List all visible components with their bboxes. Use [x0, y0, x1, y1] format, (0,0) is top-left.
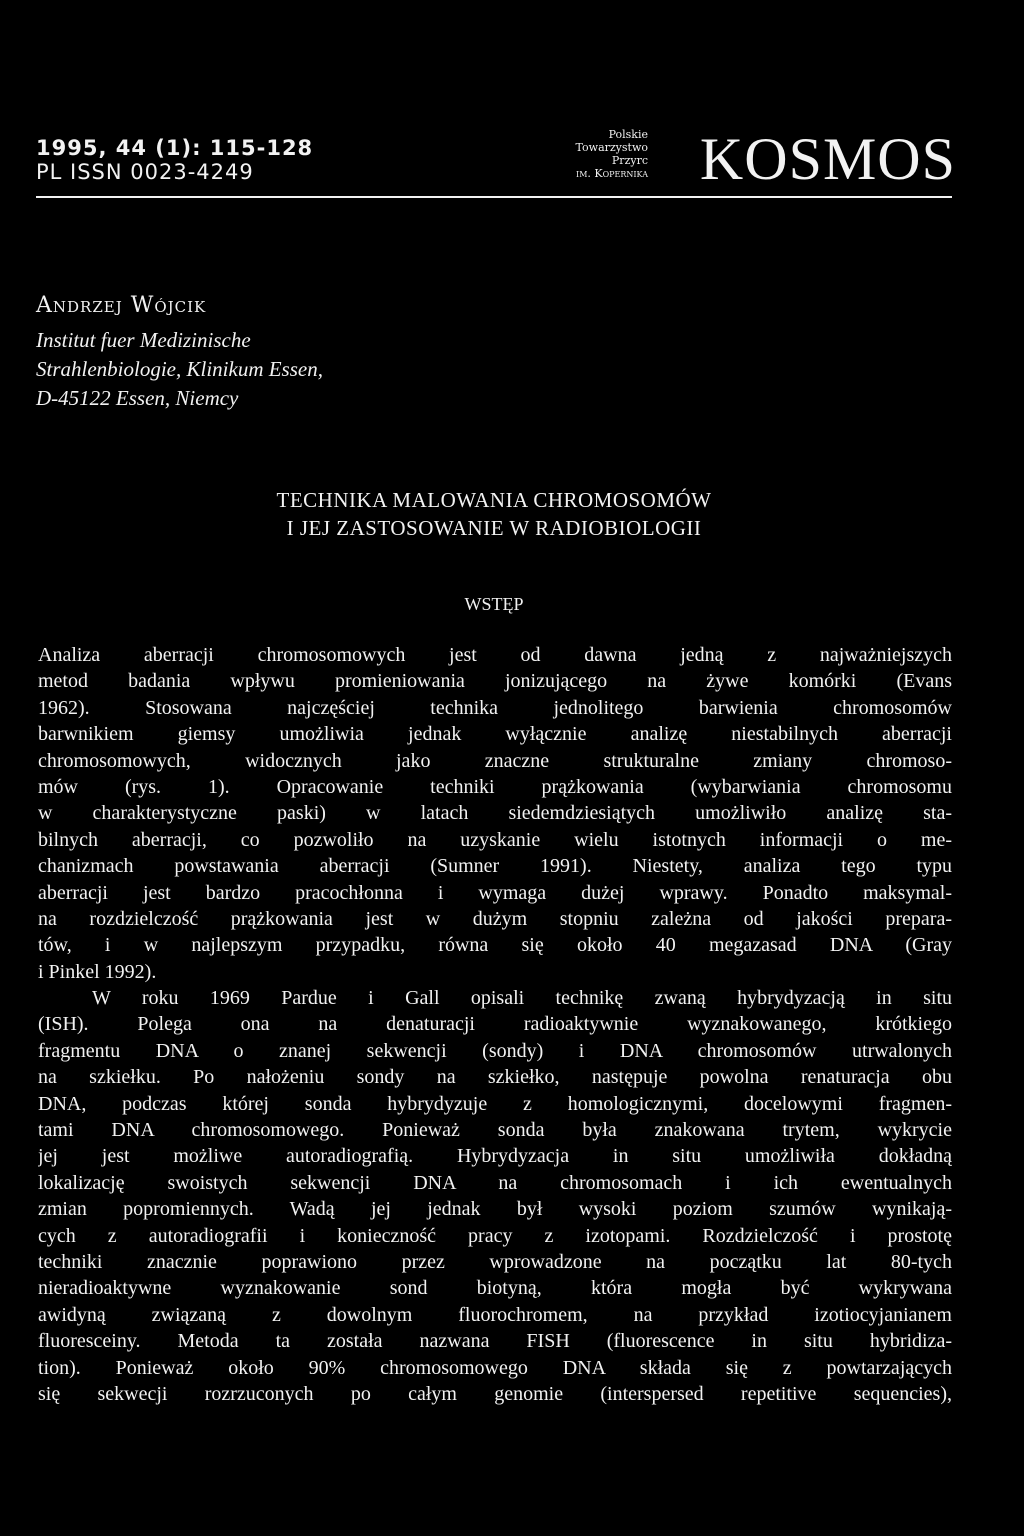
header-rule: [36, 196, 952, 198]
body-line: fluoresceiny. Metoda ta została nazwana FISH (fluorescence in situ hybridiza-: [38, 1330, 952, 1353]
article-title: [36, 486, 952, 542]
body-text: [38, 642, 952, 1407]
body-line: metod badania wpływu promieniowania jonizującego na żywe komórki (Evans: [38, 670, 952, 693]
body-line: 1962). Stosowana najczęściej technika jednolitego barwienia chromosomów: [38, 696, 952, 719]
body-line: W roku 1969 Pardue i Gall opisali technikę zwaną hybrydyzacją in situ: [92, 987, 952, 1010]
affiliation-line: Strahlenbiologie, Klinikum Essen,: [36, 357, 323, 381]
body-line: DNA, podczas której sonda hybrydyzuje z homologicznymi, docelowymi fragmen-: [38, 1092, 952, 1115]
body-line: barwnikiem giemsy umożliwia jednak wyłącznie analizę niestabilnych aberracji: [38, 723, 952, 746]
society-line: Przyrc: [611, 154, 648, 167]
society-line: Polskie: [608, 128, 648, 141]
body-line: bilnych aberracji, co pozwoliło na uzyskanie wielu istotnych informacji o me-: [38, 828, 952, 851]
section-heading: WSTĘP: [464, 594, 524, 614]
citation: [36, 136, 313, 184]
body-line: Analiza aberracji chromosomowych jest od dawna jedną z najważniejszych: [38, 644, 952, 666]
title-line: I JEJ ZASTOSOWANIE W RADIOBIOLOGII: [286, 516, 702, 540]
affiliation-line: Institut fuer Medizinische: [36, 328, 251, 352]
body-line: chromosomowych, widocznych jako znaczne strukturalne zmiany chromoso-: [38, 749, 952, 772]
citation-issn: PL ISSN 0023-4249: [36, 160, 254, 184]
body-line: tion). Ponieważ około 90% chromosomowego DNA składa się z powtarzających: [38, 1356, 952, 1379]
citation-volume: 1995, 44 (1): 115-128: [36, 136, 314, 160]
body-line: aberracji jest bardzo pracochłonna i wymaga dużej wprawy. Ponadto maksymal-: [38, 881, 952, 904]
journal-title: KOSMOS: [699, 126, 956, 192]
body-line: tów, i w najlepszym przypadku, równa się około 40 megazasad DNA (Gray: [38, 934, 952, 957]
body-line: i Pinkel 1992).: [38, 960, 157, 983]
author-affiliation: [36, 326, 323, 413]
body-line: na rozdzielczość prążkowania jest w dużym stopniu zależna od jakości prepara-: [38, 907, 952, 930]
page-header: [36, 126, 956, 200]
body-line: fragmentu DNA o znanej sekwencji (sondy) i DNA chromosomów utrwalonych: [38, 1039, 952, 1062]
body-line: cych z autoradiografii i konieczność pracy z izotopami. Rozdzielczość i prostotę: [38, 1224, 952, 1247]
body-line: jej jest możliwe autoradiografią. Hybrydyzacja in situ umożliwiła dokładną: [38, 1145, 952, 1168]
body-line: na szkiełku. Po nałożeniu sondy na szkiełko, następuje powolna renaturacja obu: [38, 1066, 952, 1089]
body-line: nieradioaktywne wyznakowanie sond biotyną, która mogła być wykrywana: [38, 1277, 952, 1300]
body-line: tami DNA chromosomowego. Ponieważ sonda była znakowana trytem, wykrycie: [38, 1119, 952, 1142]
affiliation-line: D-45122 Essen, Niemcy: [36, 386, 239, 410]
body-line: się sekwecji rozrzuconych po całym genomie (interspersed repetitive sequencies),: [38, 1382, 952, 1405]
body-line: zmian popromiennych. Wadą jej jednak był wysoki poziom szumów wynikają-: [38, 1198, 952, 1221]
society-line: im. Kopernika: [576, 167, 648, 180]
title-line: TECHNIKA MALOWANIA CHROMOSOMÓW: [276, 488, 712, 512]
body-line: awidyną związaną z dowolnym fluorochromem, na przykład izotiocyjanianem: [38, 1303, 952, 1326]
body-line: chanizmach powstawania aberracji (Sumner 1991). Niestety, analiza tego typu: [38, 855, 952, 878]
society-line: Towarzystwo: [575, 141, 648, 154]
body-line: (ISH). Polega ona na denaturacji radioaktywnie wyznakowanego, krótkiego: [38, 1013, 952, 1036]
body-line: lokalizację swoistych sekwencji DNA na chromosomach i ich ewentualnych: [38, 1171, 952, 1194]
body-line: w charakterystyczne paski) w latach siedemdziesiątych umożliwiło analizę sta-: [38, 802, 952, 825]
body-line: techniki znacznie poprawiono przez wprowadzone na początku lat 80-tych: [38, 1250, 952, 1273]
author-name: Andrzej Wójcik: [36, 293, 207, 318]
society-name: [508, 128, 648, 180]
body-line: mów (rys. 1). Opracowanie techniki prążkowania (wybarwiania chromosomu: [38, 775, 952, 798]
